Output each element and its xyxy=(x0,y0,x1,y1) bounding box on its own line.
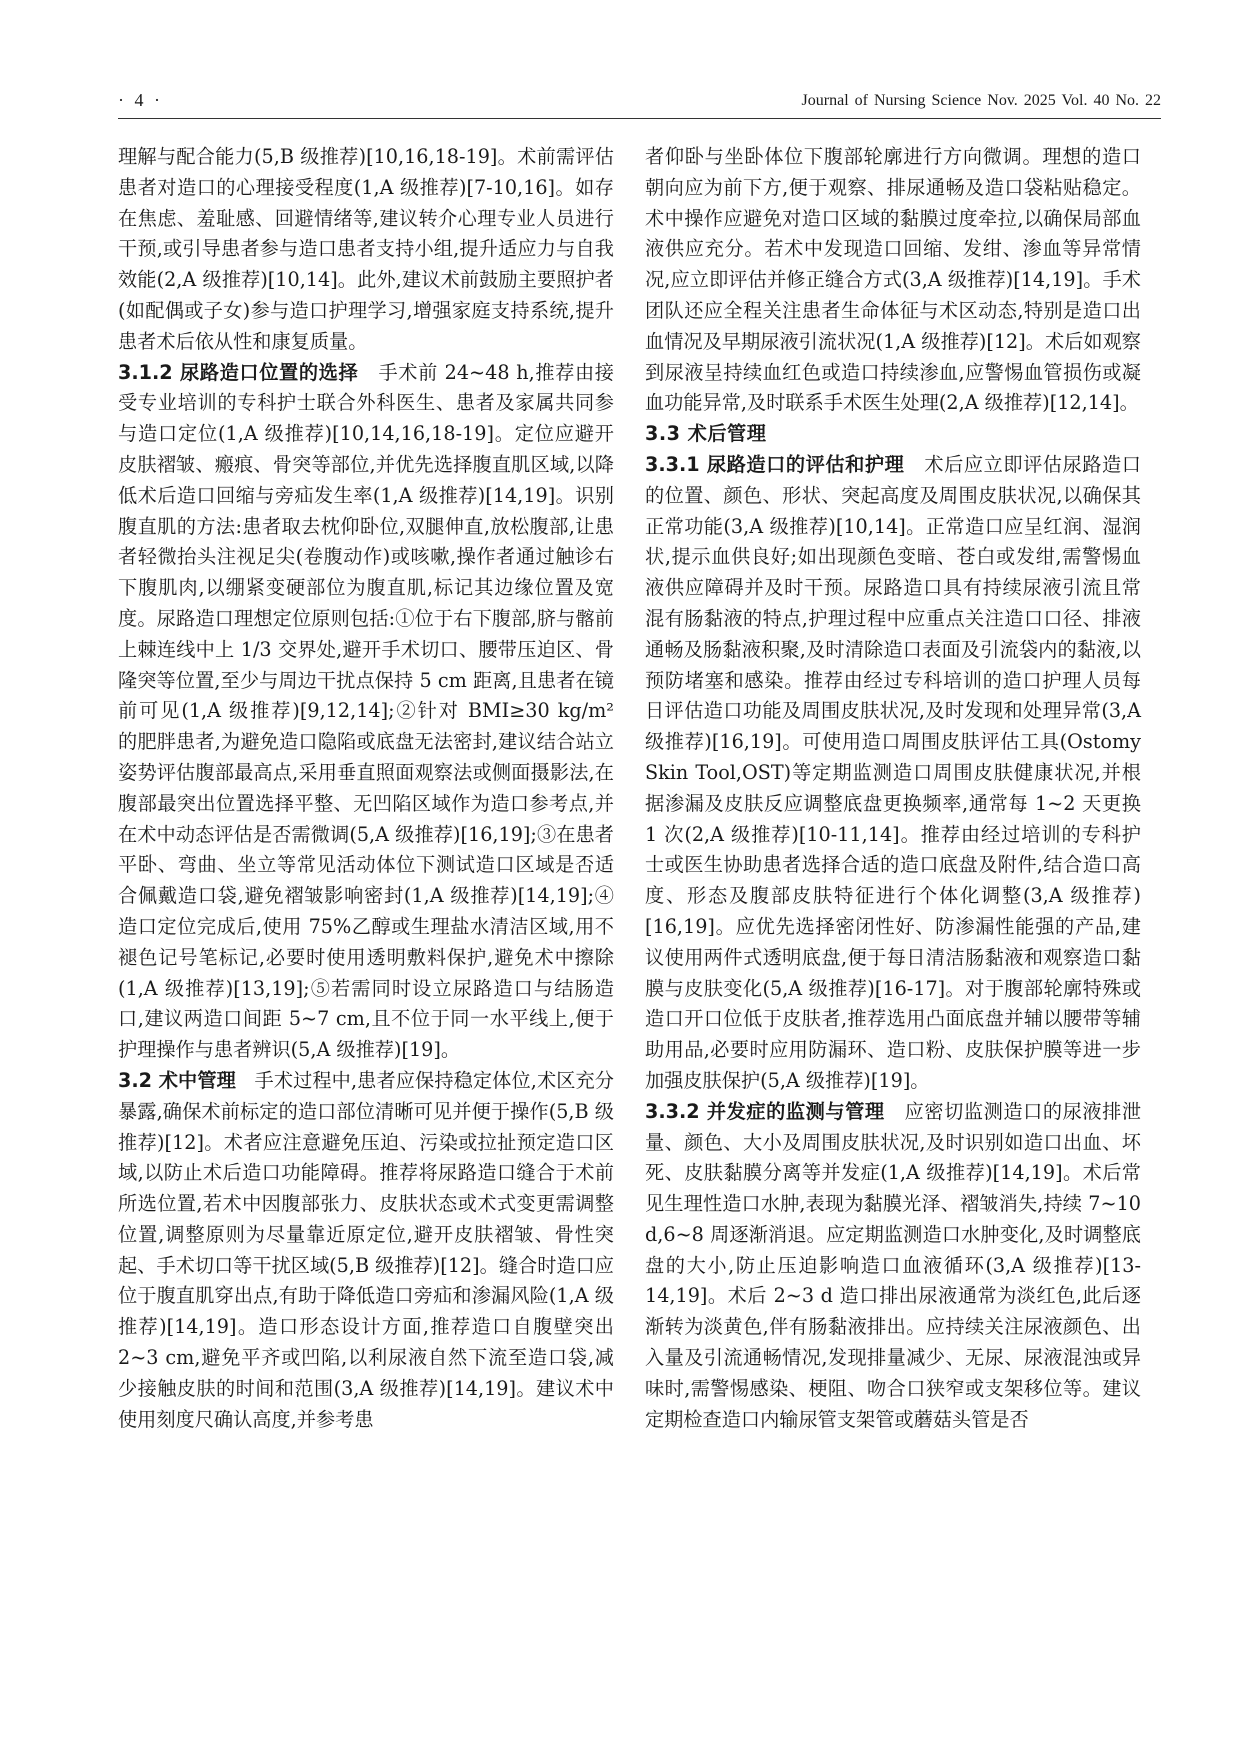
section-3-1-2-heading: 3.1.2 尿路造口位置的选择 xyxy=(118,360,359,384)
right-column xyxy=(645,142,1141,1435)
section-3-2-heading: 3.2 术中管理 xyxy=(118,1068,236,1092)
section-3-3-2 xyxy=(645,1097,1141,1436)
section-3-1-2 xyxy=(118,358,614,1066)
section-3-2-body: 手术过程中,患者应保持稳定体位,术区充分暴露,确保术前标定的造口部位清晰可见并便于操作(5,B 级推荐)[12]。术者应注意避免压迫、污染或拉扯预定造口区域,以防止术后造口功能障碍。推荐将尿路造口缝合于术前所选位置,若术中因腹部张力、皮肤状态或术式变更需调整位置,调整原则为尽量靠近原定位,避开皮肤褶皱、骨性突起、手术切口等干扰区域(5,B 级推荐)[12]。缝合时造口应位于腹直肌穿出点,有助于降低造口旁疝和渗漏风险(1,A 级推荐)[14,19]。造口形态设计方面,推荐造口自腹壁突出 2~3 cm,避免平齐或凹陷,以利尿液自然下流至造口袋,减少接触皮肤的时间和范围(3,A 级推荐)[14,19]。建议术中使用刻度尺确认高度,并参考患 xyxy=(118,1068,614,1431)
section-3-2 xyxy=(118,1066,614,1436)
section-3-1-2-body: 手术前 24~48 h,推荐由接受专业培训的专科护士联合外科医生、患者及家属共同参与造口定位(1,A 级推荐)[10,14,16,18-19]。定位应避开皮肤褶皱、瘢痕、骨突等部位,并优先选择腹直肌区域,以降低术后造口回缩与旁疝发生率(1,A 级推荐)[14,19]。识别腹直肌的方法:患者取去枕仰卧位,双腿伸直,放松腹部,让患者轻微抬头注视足尖(卷腹动作)或咳嗽,操作者通过触诊右下腹肌肉,以绷紧变硬部位为腹直肌,标记其边缘位置及宽度。尿路造口理想定位原则包括:①位于右下腹部,脐与髂前上棘连线中上 1/3 交界处,避开手术切口、腰带压迫区、骨隆突等位置,至少与周边干扰点保持 5 cm 距离,且患者在镜前可见(1,A 级推荐)[9,12,14];②针对 BMI≥30 kg/m² 的肥胖患者,为避免造口隐陷或底盘无法密封,建议结合站立姿势评估腹部最高点,采用垂直照面观察法或侧面摄影法,在腹部最突出位置选择平整、无凹陷区域作为造口参考点,并在术中动态评估是否需微调(5,A 级推荐)[16,19];③在患者平卧、弯曲、坐立等常见活动体位下测试造口区域是否适合佩戴造口袋,避免褶皱影响密封(1,A 级推荐)[14,19];④造口定位完成后,使用 75%乙醇或生理盐水清洁区域,用不褪色记号笔标记,必要时使用透明敷料保护,避免术中擦除(1,A 级推荐)[13,19];⑤若需同时设立尿路造口与结肠造口,建议两造口间距 5~7 cm,且不位于同一水平线上,便于护理操作与患者辨识(5,A 级推荐)[19]。 xyxy=(118,360,614,1062)
page-number: · 4 · xyxy=(118,90,163,110)
paragraph-preop-psychology: 理解与配合能力(5,B 级推荐)[10,16,18-19]。术前需评估患者对造口的心理接受程度(1,A 级推荐)[7-10,16]。如存在焦虑、羞耻感、回避情绪等,建议转介心理专业人员进行干预,或引导患者参与造口患者支持小组,提升适应力与自我效能(2,A 级推荐)[10,14]。此外,建议术前鼓励主要照护者(如配偶或子女)参与造口护理学习,增强家庭支持系统,提升患者术后依从性和康复质量。 xyxy=(118,145,614,353)
header-divider xyxy=(118,118,1161,119)
section-3-3-1-heading: 3.3.1 尿路造口的评估和护理 xyxy=(645,452,905,476)
section-3-3-2-body: 应密切监测造口的尿液排泄量、颜色、大小及周围皮肤状况,及时识别如造口出血、坏死、皮肤黏膜分离等并发症(1,A 级推荐)[14,19]。术后常见生理性造口水肿,表现为黏膜光泽、褶皱消失,持续 7~10 d,6~8 周逐渐消退。应定期监测造口水肿变化,及时调整底盘的大小,防止压迫影响造口血液循环(3,A 级推荐)[13-14,19]。术后 2~3 d 造口排出尿液通常为淡红色,此后逐渐转为淡黄色,伴有肠黏液排出。应持续关注尿液颜色、出入量及引流通畅情况,发现排量减少、无尿、尿液混浊或异味时,需警惕感染、梗阻、吻合口狭窄或支架移位等。建议定期检查造口内输尿管支架管或蘑菇头管是否 xyxy=(645,1099,1142,1431)
left-column xyxy=(118,142,614,1435)
journal-header: Journal of Nursing Science Nov. 2025 Vol. 40 No. 22 xyxy=(801,92,1161,109)
section-3-3-heading: 3.3 术后管理 xyxy=(645,422,767,446)
section-3-3-1-body: 术后应立即评估尿路造口的位置、颜色、形状、突起高度及周围皮肤状况,以确保其正常功能(3,A 级推荐)[10,14]。正常造口应呈红润、湿润状,提示血供良好;如出现颜色变暗、苍白或发绀,需警惕血液供应障碍并及时干预。尿路造口具有持续尿液引流且常混有肠黏液的特点,护理过程中应重点关注造口口径、排液通畅及肠黏液积聚,及时清除造口表面及引流袋内的黏液,以预防堵塞和感染。推荐由经过专科培训的造口护理人员每日评估造口功能及周围皮肤状况,及时发现和处理异常(3,A 级推荐)[16,19]。可使用造口周围皮肤评估工具(Ostomy Skin Tool,OST)等定期监测造口周围皮肤健康状况,并根据渗漏及皮肤反应调整底盘更换频率,通常每 1~2 天更换 1 次(2,A 级推荐)[10-11,14]。推荐由经过培训的专科护士或医生协助患者选择合适的造口底盘及附件,结合造口高度、形态及腹部皮肤特征进行个体化调整(3,A 级推荐)[16,19]。应优先选择密闭性好、防渗漏性能强的产品,建议使用两件式透明底盘,便于每日清洁肠黏液和观察造口黏膜与皮肤变化(5,A 级推荐)[16-17]。对于腹部轮廓特殊或造口开口位低于皮肤者,推荐选用凸面底盘并辅以腰带等辅助用品,必要时应用防漏环、造口粉、皮肤保护膜等进一步加强皮肤保护(5,A 级推荐)[19]。 xyxy=(645,452,1141,1092)
section-3-3-1 xyxy=(645,450,1141,1097)
section-3-3-2-heading: 3.3.2 并发症的监测与管理 xyxy=(645,1099,885,1123)
paragraph-intraop-continued: 者仰卧与坐卧体位下腹部轮廓进行方向微调。理想的造口朝向应为前下方,便于观察、排尿通畅及造口袋粘贴稳定。术中操作应避免对造口区域的黏膜过度牵拉,以确保局部血液供应充分。若术中发现造口回缩、发绀、渗血等异常情况,应立即评估并修正缝合方式(3,A 级推荐)[14,19]。手术团队还应全程关注患者生命体征与术区动态,特别是造口出血情况及早期尿液引流状况(1,A 级推荐)[12]。术后如观察到尿液呈持续血红色或造口持续渗血,应警惕血管损伤或凝血功能异常,及时联系手术医生处理(2,A 级推荐)[12,14]。 xyxy=(645,145,1141,415)
